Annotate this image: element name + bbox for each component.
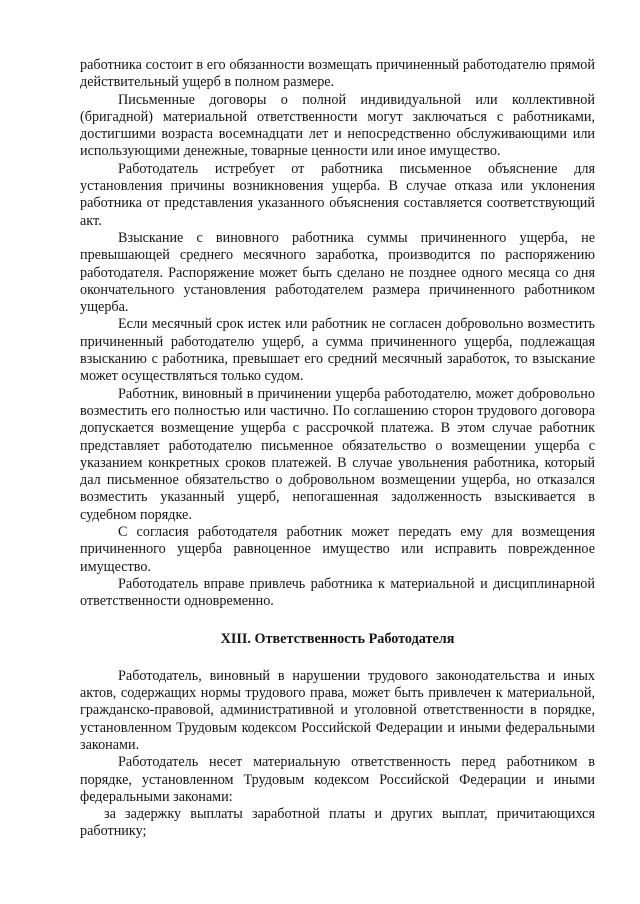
list-item-wage-delay: за задержку выплаты заработной платы и других выплат, причитающихся работнику; xyxy=(80,806,595,840)
paragraph-court-recovery: Если месячный срок истек или работник не согласен добровольно возместить причиненный работодателю ущерб, а сумма причиненного ущерба, подлежащая взысканию с работника, превышает его средний месячный заработок, то взыскание может осуществляться только судом. xyxy=(80,316,595,385)
paragraph-continuation: работника состоит в его обязанности возмещать причиненный работодателю прямой действительный ущерб в полном размере. xyxy=(80,57,595,91)
document-body xyxy=(80,57,595,841)
section-heading: XIII. Ответственность Работодателя xyxy=(220,630,455,647)
paragraph-material-liability: Работодатель несет материальную ответственность перед работником в порядке, установленном Трудовым кодексом Российской Федерации и иными федеральными законами: xyxy=(80,754,595,805)
paragraph-voluntary-compensation: Работник, виновный в причинении ущерба работодателю, может добровольно возместить его полностью или частично. По соглашению сторон трудового договора допускается возмещение ущерба с рассрочкой платежа. В этом случае работник представляет работодателю письменное обязательство о возмещении ущерба с указанием конкретных сроков платежей. В случае увольнения работника, который дал письменное обязательство о добровольном возмещении ущерба, но отказался возместить указанный ущерб, непогашенная задолженность взыскивается в судебном порядке. xyxy=(80,385,595,523)
paragraph-joint-liability: Работодатель вправе привлечь работника к материальной и дисциплинарной ответственности одновременно. xyxy=(80,575,595,610)
paragraph-recovery-order: Взыскание с виновного работника суммы причиненного ущерба, не превышающей среднего месячного заработка, производится по распоряжению работодателя. Распоряжение может быть сделано не позднее одного месяца со дня окончательного установления работодателем размера причиненного работником ущерба. xyxy=(80,229,595,316)
paragraph-explanation-request: Работодатель истребует от работника письменное объяснение для установления причины возникновения ущерба. В случае отказа или уклонения работника от представления указанного объяснения составляется соответствующий акт. xyxy=(80,160,595,229)
paragraph-equivalent-property: С согласия работодателя работник может передать ему для возмещения причиненного ущерба равноценное имущество или исправить поврежденное имущество. xyxy=(80,524,595,575)
paragraph-written-contracts: Письменные договоры о полной индивидуальной или коллективной (бригадной) материальной ответственности могут заключаться с работниками, достигшими возраста восемнадцати лет и непосредственно обслуживающими или использующими денежные, товарные ценности или иное имущество. xyxy=(80,91,595,160)
paragraph-employer-liability: Работодатель, виновный в нарушении трудового законодательства и иных актов, содержащих нормы трудового права, может быть привлечен к материальной, гражданско-правовой, административной и уголовной ответственности в порядке, установленном Трудовым кодексом Российской Федерации и иными федеральными законами. xyxy=(80,667,595,753)
